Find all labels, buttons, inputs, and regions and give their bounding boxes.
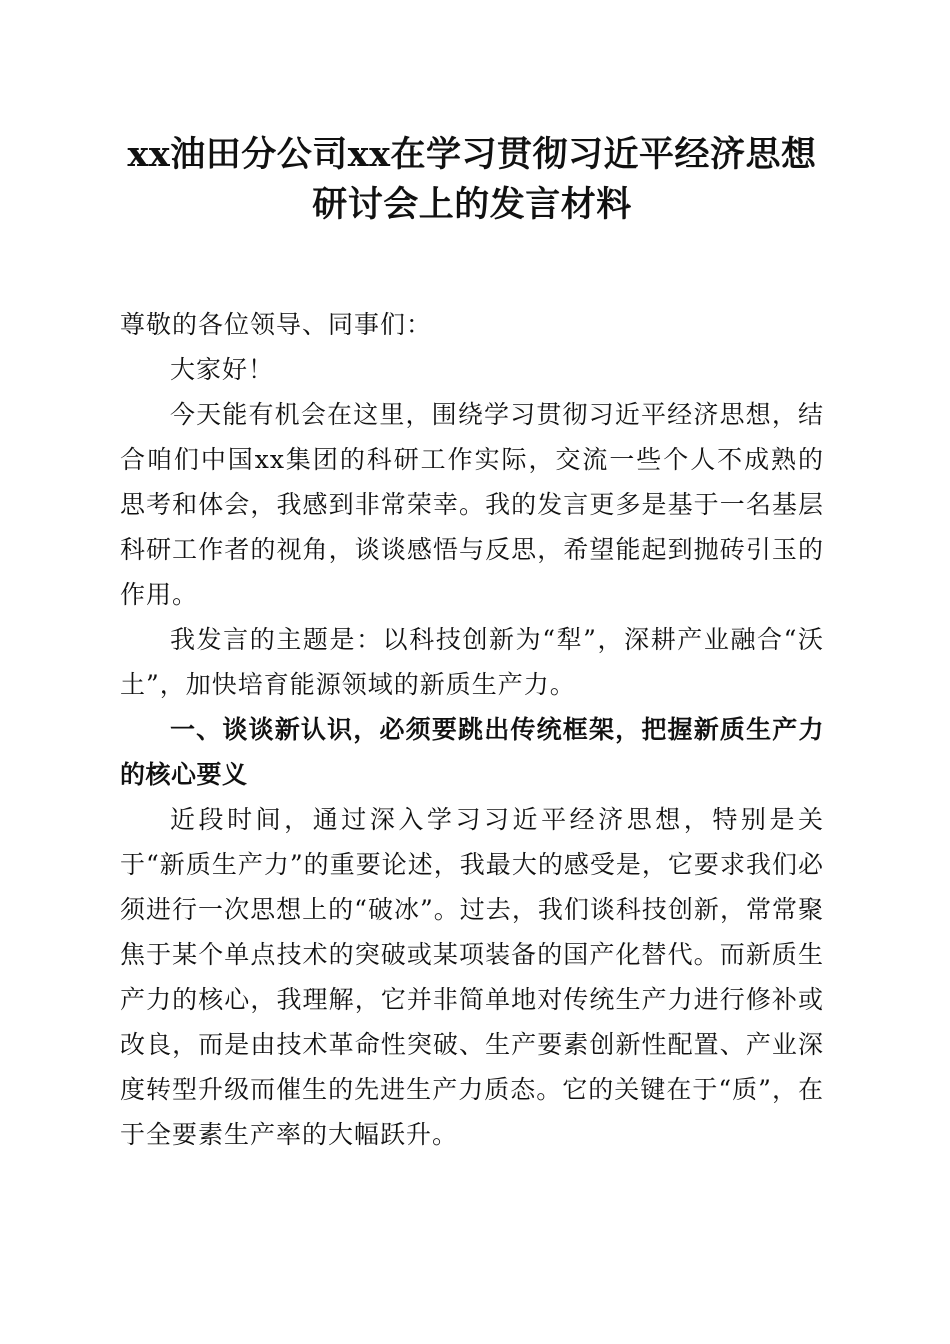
document-title	[120, 130, 824, 230]
section-1-paragraph: 近段时间，通过深入学习习近平经济思想，特别是关于“新质生产力”的重要论述，我最大的感受是，它要求我们必须进行一次思想上的“破冰”。过去，我们谈科技创新，常常聚焦于某个单点技术的突破或某项装备的国产化替代。而新质生产力的核心，我理解，它并非简单地对传统生产力进行修补或改良，而是由技术革命性突破、生产要素创新性配置、产业深度转型升级而催生的先进生产力质态。它的关键在于“质”，在于全要素生产率的大幅跃升。	[120, 805, 824, 1149]
intro-paragraph: 今天能有机会在这里，围绕学习贯彻习近平经济思想，结合咱们中国xx集团的科研工作实际，交流一些个人不成熟的思考和体会，我感到非常荣幸。我的发言更多是基于一名基层科研工作者的视角，谈谈感悟与反思，希望能起到抛砖引玉的作用。	[120, 400, 824, 609]
section-heading-1: 一、谈谈新认识，必须要跳出传统框架，把握新质生产力的核心要义	[120, 715, 824, 789]
document-page	[120, 130, 824, 1157]
title-line-2: 研讨会上的发言材料	[312, 184, 632, 225]
greeting: 大家好！	[170, 355, 275, 384]
title-line-1: xx油田分公司xx在学习贯彻习近平经济思想	[127, 134, 817, 175]
salutation: 尊敬的各位领导、同事们：	[120, 310, 433, 339]
theme-paragraph: 我发言的主题是：以科技创新为“犁”，深耕产业融合“沃土”，加快培育能源领域的新质生产力。	[120, 625, 824, 699]
